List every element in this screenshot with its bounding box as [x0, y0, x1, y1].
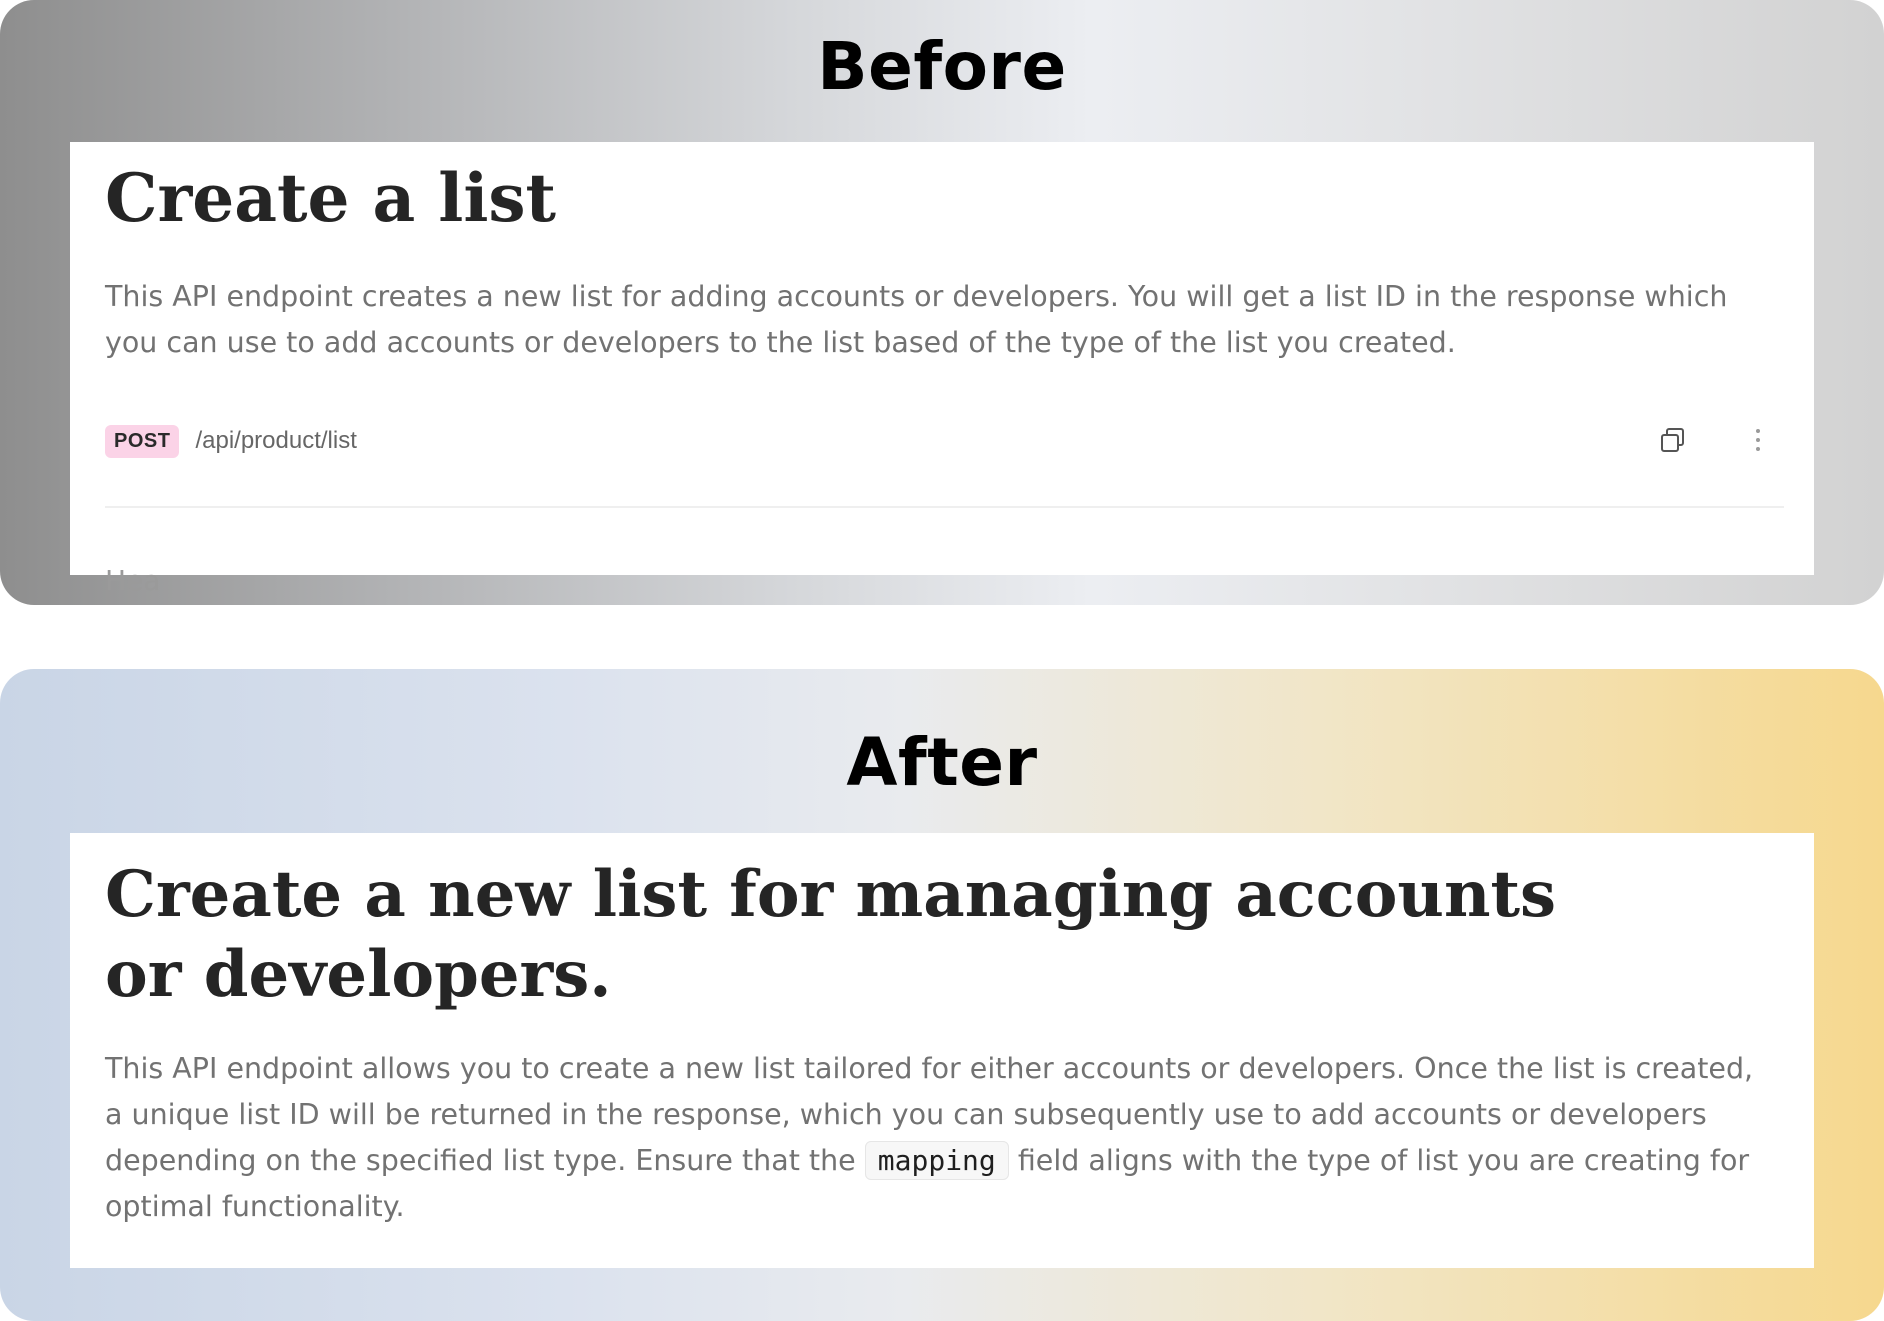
- before-heading: Create a list: [105, 159, 557, 237]
- before-title: Before: [817, 28, 1067, 105]
- truncated-section-label: Hea: [105, 564, 161, 597]
- copy-icon[interactable]: [1658, 425, 1688, 455]
- after-description: [105, 1046, 1774, 1230]
- divider: [105, 506, 1784, 508]
- after-description-part2: field aligns with the type of list you are creating for optimal functionality.: [105, 1144, 1750, 1223]
- more-vertical-icon[interactable]: [1748, 425, 1768, 455]
- before-description: This API endpoint creates a new list for adding accounts or developers. You will get a list ID in the response which you can use to add accounts or developers to the list based of the type of the list you created.: [105, 280, 1728, 359]
- before-panel: [0, 0, 1884, 605]
- mapping-code: mapping: [865, 1141, 1009, 1180]
- endpoint-path: /api/product/list: [195, 427, 357, 454]
- endpoint-row: [105, 424, 357, 458]
- after-heading: Create a new list for managing accounts or developers.: [105, 857, 1557, 1012]
- method-badge: POST: [105, 425, 179, 458]
- after-title: After: [846, 724, 1038, 801]
- after-description-part1: This API endpoint allows you to create a new list tailored for either accounts or developers. Once the list is created, a unique list ID will be returned in the response, which you can subsequently use to add accounts or developers depending on the specified list type. Ensure that the: [105, 1052, 1754, 1177]
- before-doc-card: [70, 142, 1814, 597]
- after-doc-card: [70, 833, 1814, 1268]
